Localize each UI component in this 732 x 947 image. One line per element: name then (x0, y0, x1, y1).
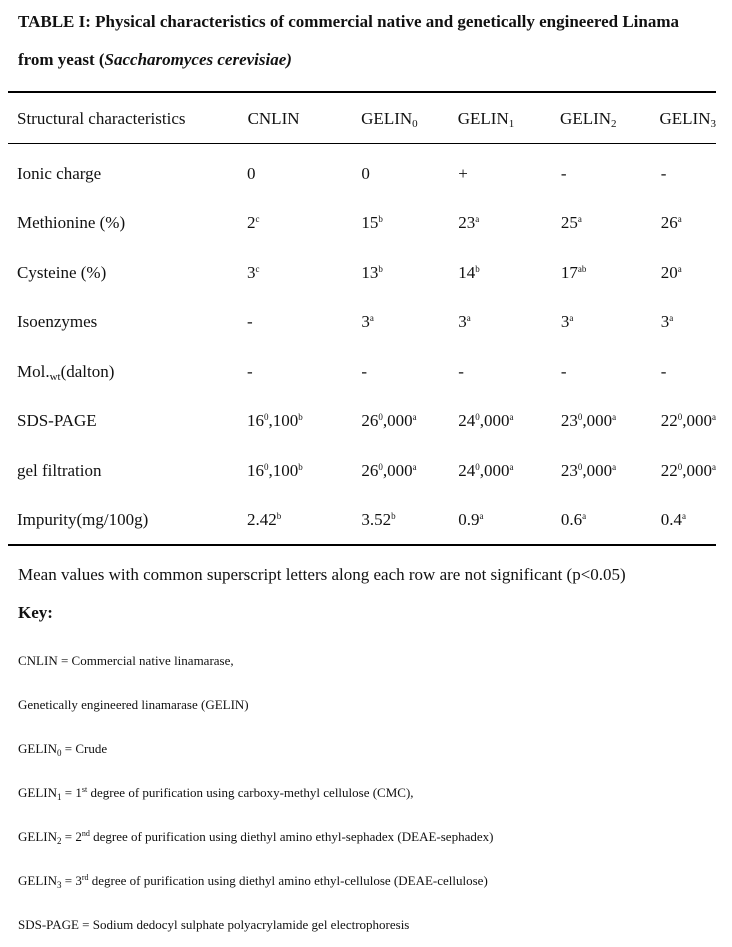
table-cell: $16^0,100^b$ (246, 411, 303, 431)
table-cell: 0.6$^a$ (560, 510, 587, 530)
table-cell: - (560, 361, 567, 381)
key-line: $GELIN_1 = 1st$ degree of purification using carboxy-methyl cellulose (CMC), (18, 785, 414, 802)
table-cell: $22^0,000^a$ (660, 411, 716, 431)
header-label: Structural characteristics (17, 108, 186, 128)
key-line: $GELIN_2 = 2nd$ degree of purification using diethyl amino ethyl-sephadex (DEAE-sephadex) (18, 829, 494, 846)
header-col: CNLIN (247, 108, 300, 128)
table-cell: 26$^a$ (660, 213, 682, 233)
table-cell: 0.9$^a$ (458, 510, 484, 530)
table-cell: 2$^c$ (246, 213, 260, 233)
table-top-rule (8, 91, 716, 93)
table-cell: - (660, 361, 667, 381)
significance-note: Mean values with common superscript letters along each row are not significant (p<0.05) (18, 565, 626, 584)
table-cell: - (660, 163, 667, 183)
table-cell: 23$^a$ (458, 213, 480, 233)
table-row (8, 149, 716, 199)
table-cell: 15$^b$ (361, 213, 383, 233)
table-cell: 2.42$^b$ (246, 510, 282, 530)
row-label: gel filtration (17, 460, 102, 480)
row-label: Isoenzymes (17, 312, 98, 332)
table-bottom-rule (8, 544, 716, 546)
table-cell: 3$^a$ (458, 312, 471, 332)
table-cell: 0 (361, 163, 370, 183)
table-cell: $22^0,000^a$ (660, 460, 716, 480)
table-cell: 3$^a$ (361, 312, 374, 332)
header-col: $GELIN_2$ (560, 108, 617, 130)
table-row (8, 496, 716, 546)
table-row (8, 199, 716, 249)
table-cell: $24^0,000^a$ (458, 460, 514, 480)
table-cell: 0 (246, 163, 256, 183)
table-cell: - (246, 361, 253, 381)
header-row (8, 94, 716, 143)
table-cell: $23^0,000^a$ (560, 411, 617, 431)
row-label: Impurity(mg/100g) (17, 510, 149, 530)
table-cell: - (246, 312, 253, 332)
header-col: $GELIN_1$ (457, 108, 515, 130)
table-cell: $23^0,000^a$ (560, 460, 617, 480)
table-cell: 3$^c$ (246, 262, 260, 282)
table-header (8, 94, 716, 143)
key-heading: Key: (18, 603, 53, 622)
table-cell: - (560, 163, 567, 183)
row-label: SDS-PAGE (17, 411, 97, 431)
table-row (8, 397, 716, 447)
table-cell: 25$^a$ (560, 213, 582, 233)
table-row (8, 446, 716, 496)
table-title: TABLE I: Physical characteristics of commercial native and genetically engineered Linama (18, 12, 680, 31)
table-cell: $26^0,000^a$ (361, 460, 417, 480)
key-line: Genetically engineered linamarase (GELIN) (18, 697, 249, 712)
row-label: Ionic charge (17, 163, 102, 183)
table-cell: 13$^b$ (361, 262, 383, 282)
table-cell: - (458, 361, 464, 381)
row-label: Methionine (%) (17, 213, 126, 233)
row-label: Cysteine (%) (17, 262, 107, 282)
table-cell: $17^{ab}$ (560, 262, 587, 282)
table-cell: 14$^b$ (458, 262, 480, 282)
table-title-line2 (18, 50, 292, 70)
table-cell: 20$^a$ (660, 262, 682, 282)
table-header-rule (8, 143, 716, 144)
title-prefix: from yeast ( (18, 50, 105, 69)
table-cell: + (458, 163, 468, 183)
key-line: $GELIN_0$ = Crude (18, 741, 108, 758)
table-row (8, 248, 716, 298)
table-cell: 3.52$^b$ (361, 510, 396, 530)
table-row (8, 298, 716, 348)
table-row (8, 347, 716, 397)
key-line: SDS-PAGE = Sodium dedocyl sulphate polyacrylamide gel electrophoresis (18, 917, 410, 932)
table-cell: $16^0,100^b$ (246, 460, 303, 480)
table-cell: $24^0,000^a$ (458, 411, 514, 431)
header-col: $GELIN_0$ (361, 108, 418, 130)
table-cell: 0.4$^a$ (660, 510, 686, 530)
table-cell: - (361, 361, 367, 381)
header-col: $GELIN_3$ (659, 108, 716, 130)
table-cell: $26^0,000^a$ (361, 411, 417, 431)
title-organism: Saccharomyces cerevisiae) (104, 50, 292, 69)
table-body (8, 149, 716, 545)
key-line: $GELIN_3 = 3rd$ degree of purification using diethyl amino ethyl-cellulose (DEAE-cellulose) (18, 873, 488, 890)
key-line: CNLIN = Commercial native linamarase, (18, 653, 234, 668)
table-cell: 3$^a$ (560, 312, 574, 332)
row-label: $Mol._{wt}(dalton)$ (17, 361, 115, 383)
table-cell: 3$^a$ (660, 312, 674, 332)
